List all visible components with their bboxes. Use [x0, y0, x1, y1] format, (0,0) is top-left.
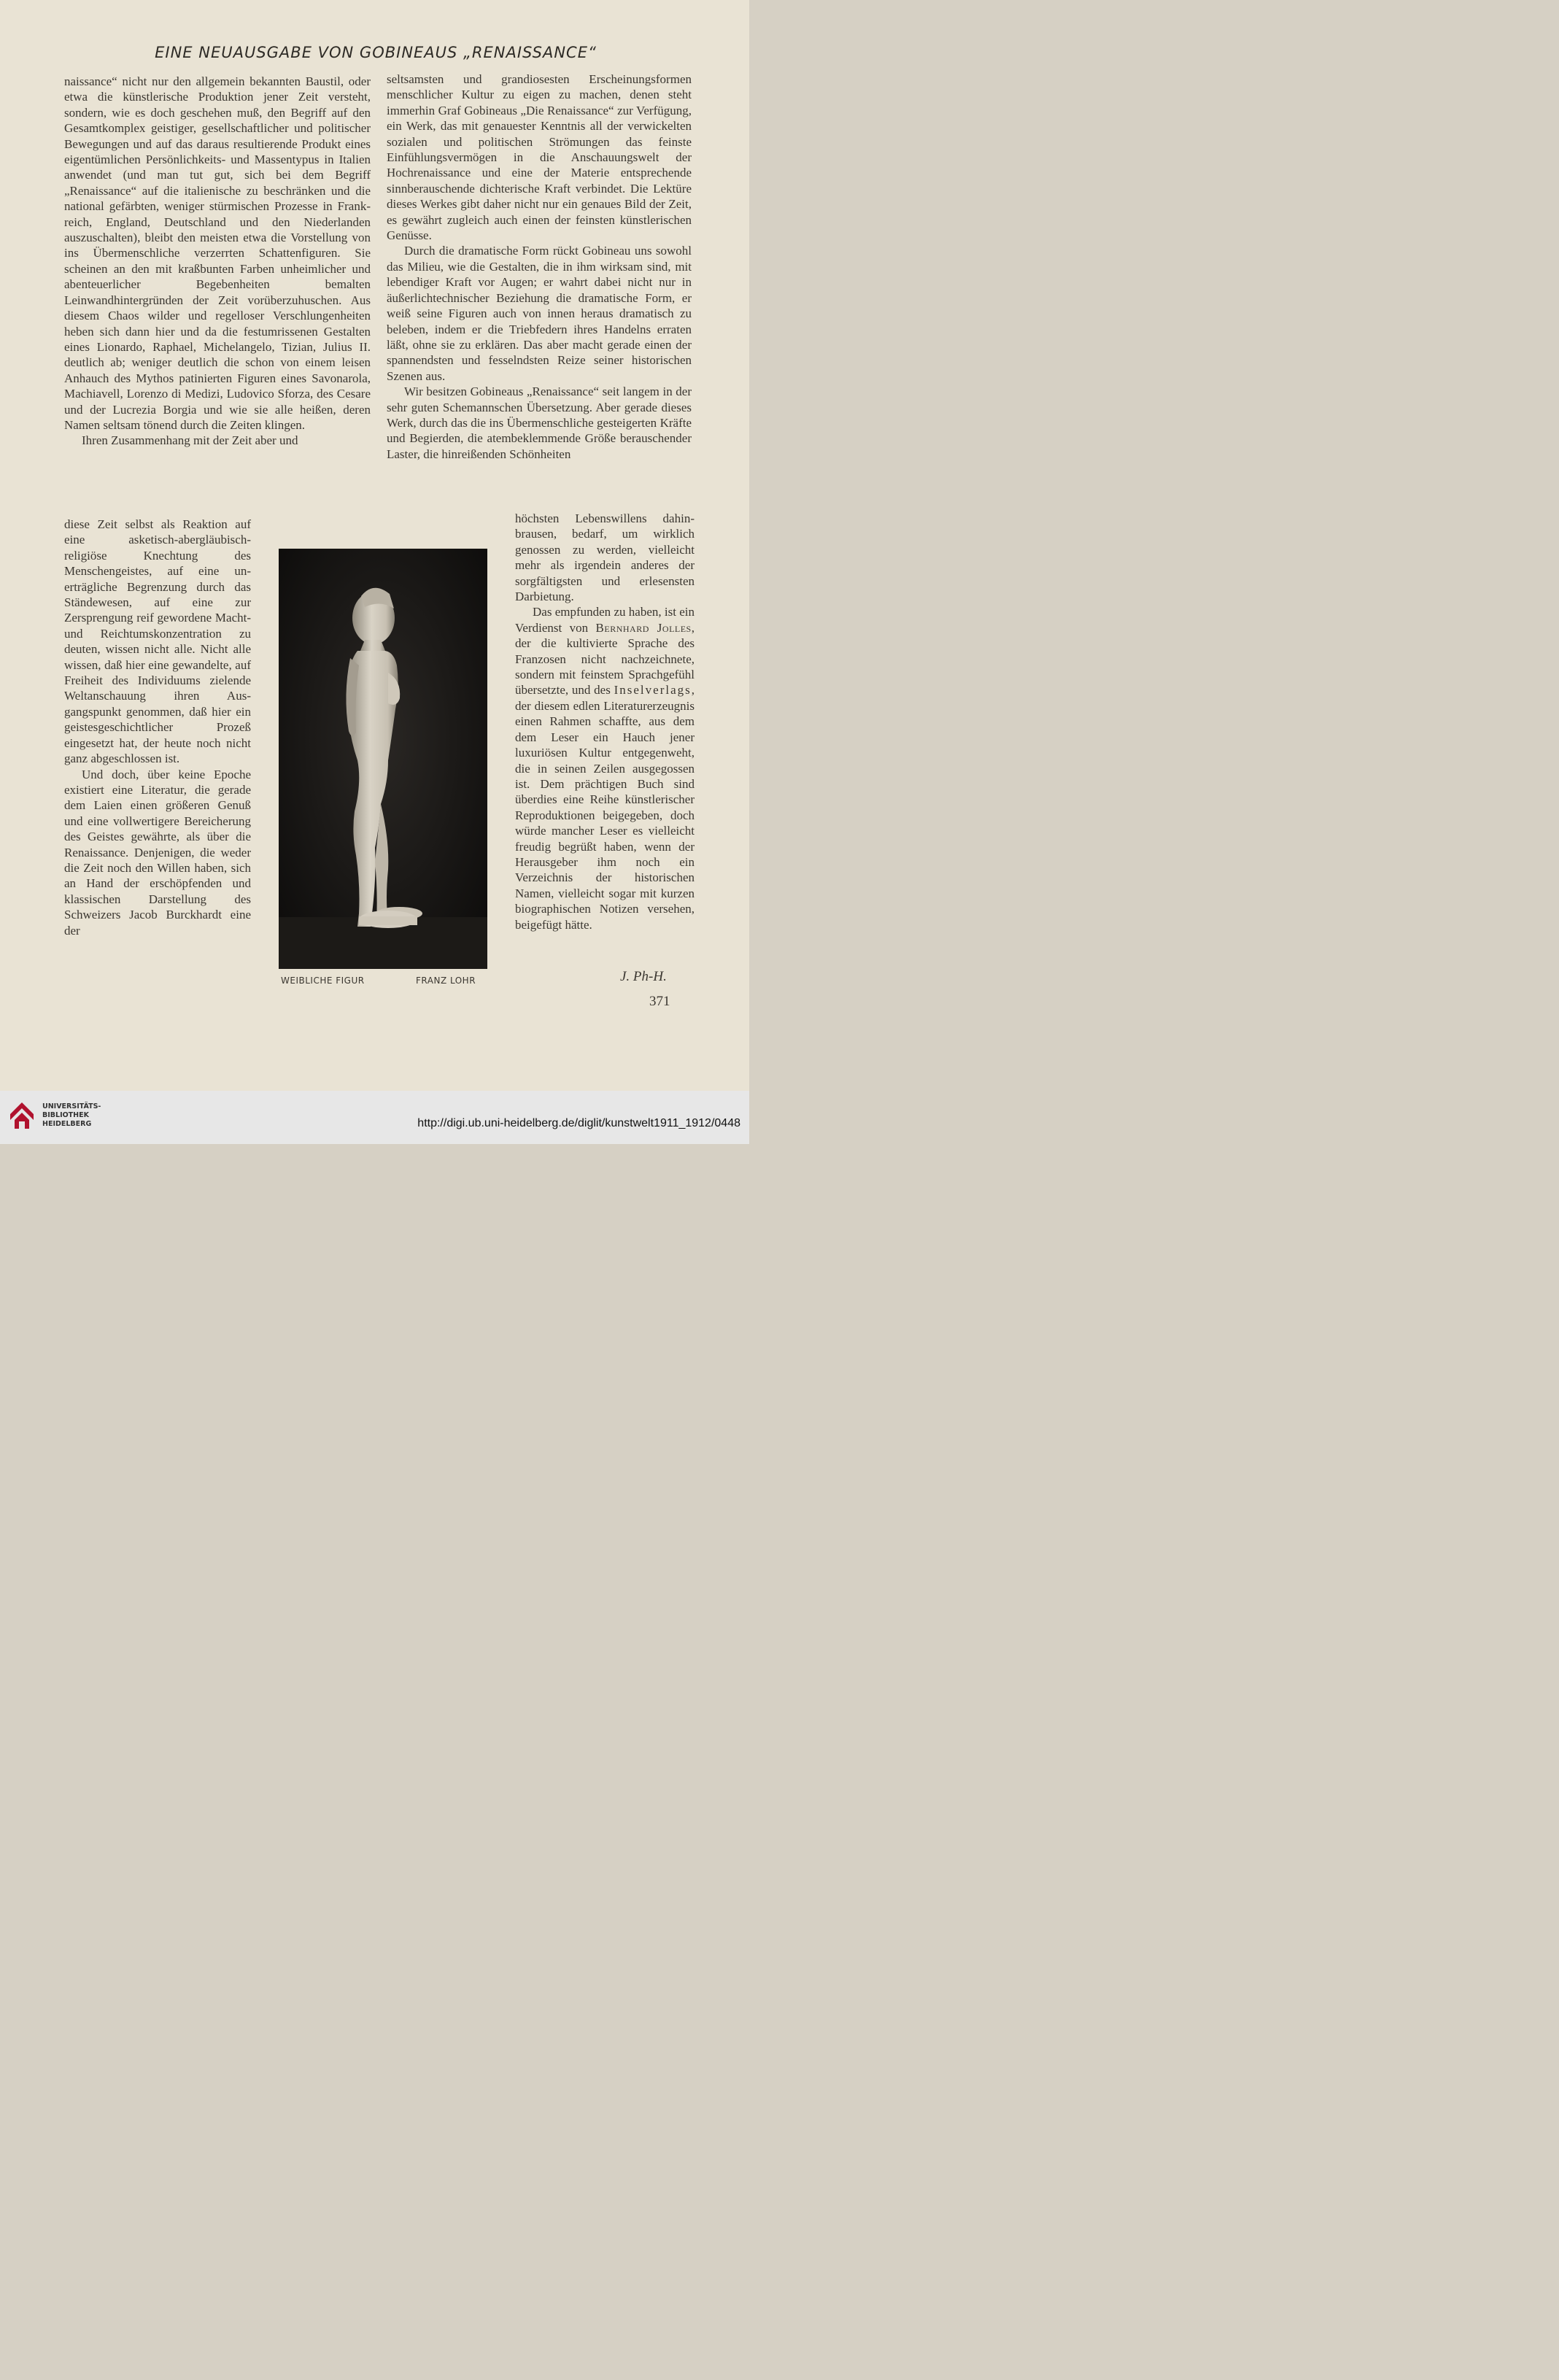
page-number: 371 [649, 994, 670, 1009]
magazine-page [0, 0, 749, 1091]
library-name: UNIVERSITÄTS- BIBLIOTHEK HEIDELBERG [42, 1102, 101, 1128]
paragraph: seltsamsten und grandiosesten Erscheinungsformen menschlicher Kultur zu eigen zu machen, denen steht immerhin Graf Gobineaus „Die Renaissance“ zur Verfügung, ein Werk, das mit genauester Kenntnis all der verwickelten sozialen und politischen Strömungen das feinste Einfühlungsvermögen in die Anschauungswelt der Hochrenaissance und eine der Materie entsprechende sinnberauschende dichterische Kraft verbindet. Die Lektüre dieses Werkes gibt daher nicht nur ein genaues Bild der Zeit, es gewährt zugleich auch einen der feinsten künstlerischen Genüsse. [387, 72, 692, 243]
paragraph: höchsten Lebenswillens dahinbrausen, bedarf, um wirklich genossen zu werden, vielleicht mehr als irgendein anderes der sorgfältigsten und erlesensten Darbietung. [515, 511, 695, 604]
publisher-name: Inselverlags [614, 683, 692, 698]
left-narrow-column [64, 517, 251, 938]
caption-title: WEIBLICHE FIGUR [281, 975, 365, 986]
library-logo-icon [7, 1098, 36, 1133]
right-narrow-column [515, 511, 695, 932]
running-header: EINE NEUAUSGABE VON GOBINEAUS „RENAISSANCE“ [155, 44, 597, 61]
right-column [387, 72, 692, 462]
library-footer [0, 1091, 749, 1144]
translator-name: Bernhard Jolles [595, 620, 692, 635]
paragraph: Ihren Zusammenhang mit der Zeit aber und [82, 433, 298, 448]
paragraph: Wir besitzen Gobineaus „Renaissance“ seit langem in der sehr guten Schemannschen Übersetzung. Aber gerade dieses Werk, durch das die ins Übermenschliche gesteigerten Kräfte und Begierden, die atembeklemmende Größe berauschender Laster, die hinreißenden Schönheiten [387, 385, 692, 461]
left-column [64, 74, 371, 449]
paragraph: diese Zeit selbst als Reaktion auf eine asketisch-abergläubisch-religiöse Knechtung des Menschengeistes, auf eine unerträgliche Begrenzung durch das Ständewesen, auf eine zur Zersprengung reif gewordene Macht- und Reichtumskonzentration zu deuten, wissen nicht alle. Nicht alle wissen, daß hier eine gewandelte, auf Freiheit des Individuums zielende Weltanschauung ihren Ausgangspunkt genommen, daß hier ein geistesgeschichtlicher Prozeß eingesetzt hat, der heute noch nicht ganz abgeschlossen ist. [64, 517, 251, 766]
paragraph: Das empfunden zu haben, ist ein Verdienst von Bernhard Jolles, der die kultivierte Sprache des Franzosen nicht nachzeichnete, sondern mit feinstem Sprachgefühl übersetzte, und des Inselverlags, der diesem edlen Literaturerzeugnis einen Rahmen schaffte, aus dem dem Leser ein Hauch jener luxuriösen Kultur entgegenweht, die in seinen Zeilen ausgegossen ist. Dem prächtigen Buch sind überdies eine Reihe künstlerischer Reproduktionen beigegeben, doch würde mancher Leser es vielleicht freudig begrüßt haben, wenn der Herausgeber ihm noch ein Verzeichnis der historischen Namen, vielleicht sogar mit kurzen biographischen Notizen versehen, beigefügt hätte. [515, 605, 695, 932]
caption-artist: FRANZ LOHR [416, 975, 476, 986]
author-signature: J. Ph-H. [620, 969, 667, 984]
sculpture-photo [279, 549, 487, 969]
paragraph: Und doch, über keine Epoche existiert eine Literatur, die gerade dem Laien einen größeren Genuß und eine vollwertigere Bereicherung des Geistes gewährte, als über die Renaissance. Denjenigen, die weder die Zeit noch den Willen haben, sich an Hand der erschöpfenden und klassischen Darstellung des Schweizers Jacob Burckhardt eine der [64, 767, 251, 938]
paragraph: Durch die dramatische Form rückt Gobineau uns sowohl das Milieu, wie die Gestalten, die in ihm wirksam sind, mit lebendiger Kraft vor Augen; er wahrt dabei nicht nur in äußerlichtechnischer Beziehung die dramatische Form, er weiß seine Figuren auch von innen heraus dramatisch zu beleben, indem er die Triebfedern ihres Handelns erraten läßt, ohne sie zu erklären. Das aber macht gerade einen der spannendsten und fesselndsten Reize seiner historischen Szenen aus. [387, 244, 692, 383]
paragraph: naissance“ nicht nur den allgemein bekannten Baustil, oder etwa die künstlerische Produktion jener Zeit versteht, sondern, wie es doch geschehen muß, den Begriff auf den Gesamtkomplex geistiger, gesellschaftlicher und politischer Bewegungen und auf das daraus resultierende Produkt eines eigentümlichen Persönlichkeits- und Massentypus in Italien anwendet (und man tut gut, sich bei dem Begriff „Renaissance“ auf die italienische zu beschränken und die national gefärbten, weniger stürmischen Prozesse in Frankreich, England, Deutschland und den Niederlanden auszuschalten), bleibt den meisten etwa die Vorstellung von ins Übermenschliche verzerrten Schattenfiguren. Sie scheinen an den mit kraßbunten Farben unheimlicher und abenteuerlicher Begebenheiten bemalten Leinwandhintergründen der Zeit vorüberzuhuschen. Aus diesem Chaos wilder und regelloser Verschlungenheiten heben sich dann hier und da die festumrissenen Gestalten eines Lionardo, Raphael, Michelangelo, Tizian, Julius II. deutlich ab; weniger deutlich die schon von einem leisen Anhauch des Mythos patinierten Figuren eines Savonarola, Machiavell, Lorenzo di Medizi, Ludovico Sforza, des Cesare und der Lucrezia Borgia und wie sie alle heißen, deren Namen seltsam tönend durch die Zeiten klingen. [64, 74, 371, 432]
source-url-link[interactable]: http://digi.ub.uni-heidelberg.de/diglit/kunstwelt1911_1912/0448 [417, 1117, 740, 1129]
